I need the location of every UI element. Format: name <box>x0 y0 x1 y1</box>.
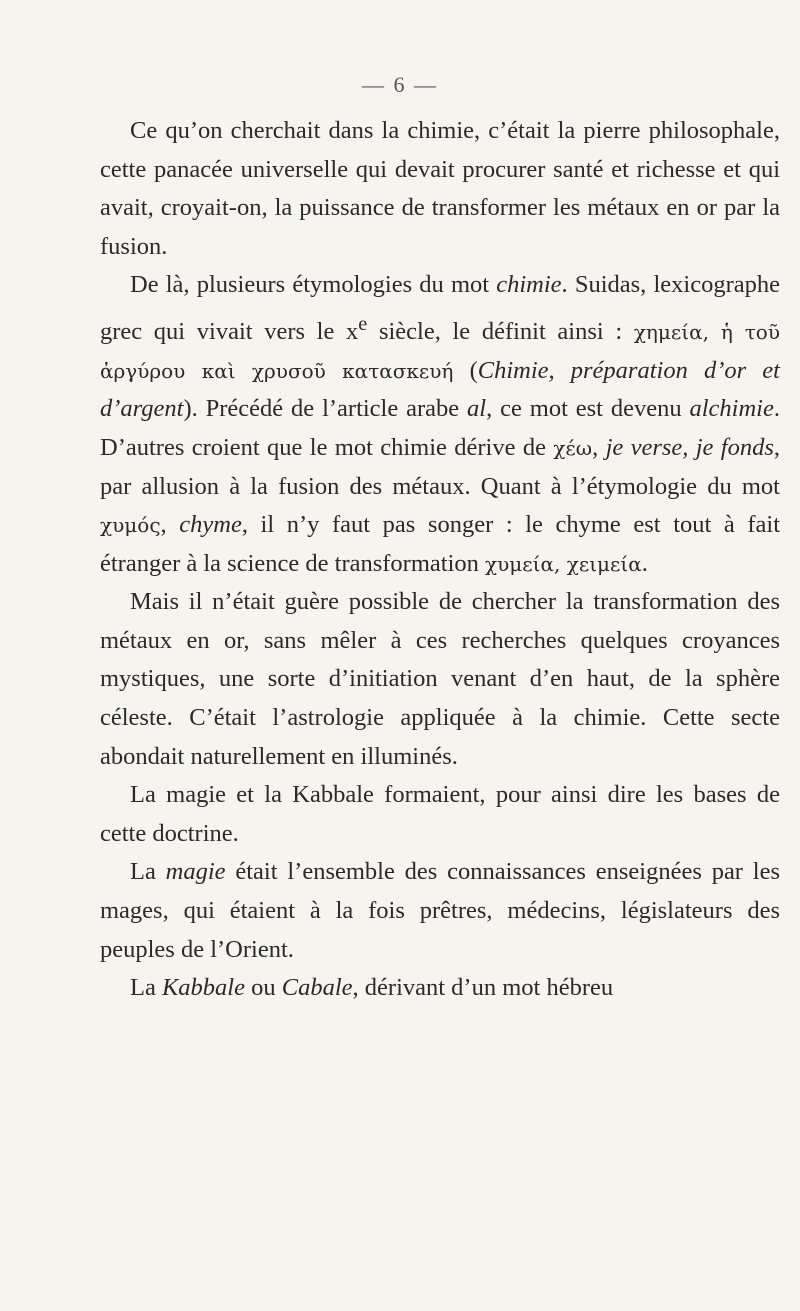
text-run: ( <box>453 356 478 384</box>
italic-term: al <box>467 395 487 423</box>
italic-term: chimie <box>496 271 562 299</box>
greek-word: χέω <box>553 435 593 460</box>
superscript: e <box>358 312 368 335</box>
text-run: , <box>592 433 606 461</box>
text-run: , <box>160 511 180 539</box>
greek-word: χυμεία, χειμεία <box>485 551 642 576</box>
italic-term: Kabbale <box>161 974 245 1002</box>
italic-translation: Chimie, préparation d’or et d’argent <box>100 356 780 423</box>
page-number: — 6 — <box>362 72 438 97</box>
body-text <box>100 112 780 1008</box>
text-run: , il n’y faut pas songer : le chyme est tout à fait étranger à la science de transformation <box>100 511 781 577</box>
italic-term: magie <box>165 858 226 886</box>
paragraph-4: La magie et la Kabbale formaient, pour ainsi dire les bases de cette doctrine. <box>100 781 780 847</box>
text-run: . Suidas, lexicographe grec qui vivait vers le x <box>100 271 780 346</box>
text-run: , dérivant d’un mot hébreu <box>352 974 614 1002</box>
italic-term: chyme <box>179 511 242 539</box>
paragraph-3: Mais il n’était guère possible de chercher la transformation des métaux en or, sans mêler à ces recherches quelques croyances mystiques, une sorte d’initiation venant d’en haut, de la sphère céleste. C’était l’astrologie appliquée à la chimie. Cette secte abondait naturellement en illuminés. <box>100 588 780 770</box>
text-run: , par allusion à la fusion des métaux. Quant à l’étymologie du mot <box>100 433 780 500</box>
text-run: . D’autres croient que le mot chimie dérive de <box>100 395 780 461</box>
paragraph-5 <box>100 853 780 969</box>
paragraph-1: Ce qu’on cherchait dans la chimie, c’était la pierre philosophale, cette panacée universelle qui devait procurer santé et richesse et qui avait, croyait-on, la puissance de transformer les métaux en or par la fusion. <box>100 117 780 260</box>
greek-word: χυμός <box>100 513 161 538</box>
text-run: . <box>641 549 648 577</box>
text-run: ). Précédé de l’article arabe <box>183 395 468 423</box>
text-run: était l’ensemble des connaissances enseignées par les mages, qui étaient à la fois prêtres, médecins, législateurs des peuples de l’Orient. <box>100 858 781 963</box>
paragraph-6 <box>100 969 780 1008</box>
text-run: La <box>130 974 162 1002</box>
text-run: ou <box>245 974 282 1002</box>
greek-quote: χημεία, ἡ τοῦ ἀργύρου καὶ χρυσοῦ κατασκευή <box>100 320 780 383</box>
text-run: , ce mot est devenu <box>486 395 690 423</box>
paragraph-2 <box>100 266 780 583</box>
text-run: De là, plusieurs étymologies du mot <box>130 271 497 299</box>
text-run: La <box>130 858 166 886</box>
italic-term: alchimie <box>689 395 774 423</box>
text-run: siècle, le définit ainsi : <box>367 318 634 346</box>
italic-translation: je verse, je fonds <box>605 433 774 461</box>
italic-term: Cabale <box>281 974 353 1002</box>
